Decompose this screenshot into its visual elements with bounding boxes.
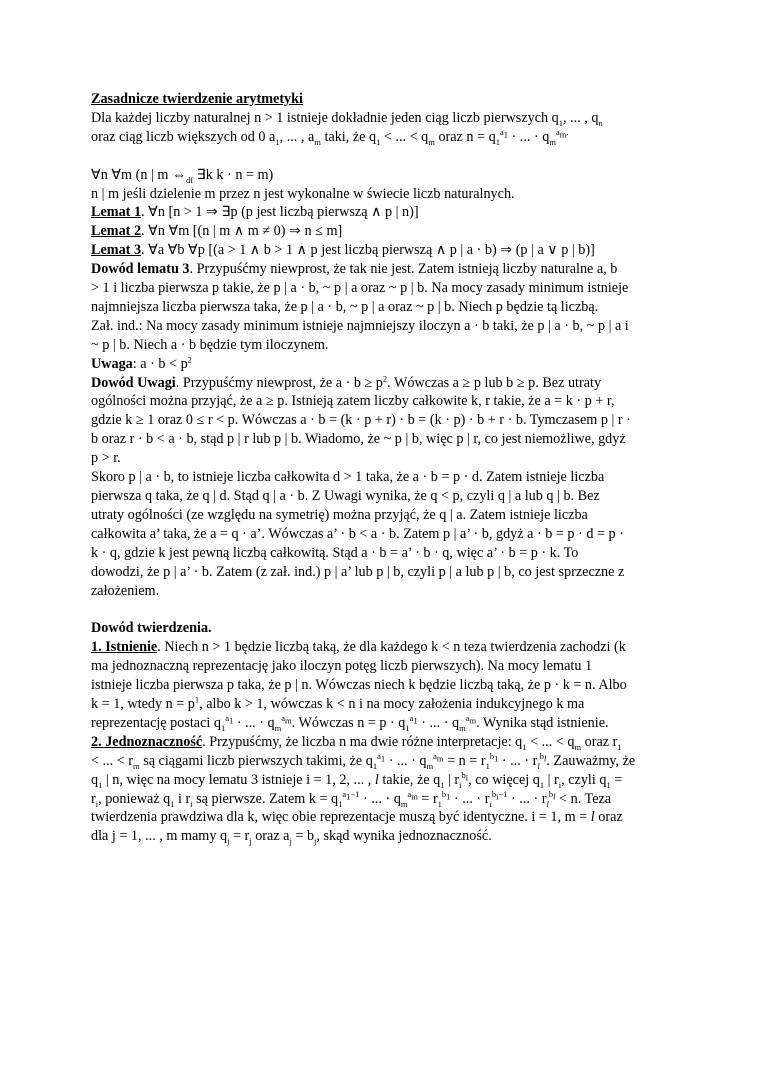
- proof-lemma-3-line-1: [91, 260, 671, 279]
- main-proof-line: pierwsza q taka, że q | d. Stąd q | a · b. Z Uwagi wynika, że q < p, czyli q | a lub q | b. Bez: [91, 488, 600, 505]
- uniqueness-label: 2. Jednoznaczność: [91, 733, 203, 750]
- main-proof-line: całkowita a’ taka, że a = q · a’. Wówczas a’ · b < a · b. Zatem p | a’ · b, gdyż a · b = p · d = p ·: [91, 525, 624, 542]
- lemma-3-label: Lemat 3: [91, 242, 142, 259]
- theorem-proof-heading: Dowód twierdzenia.: [91, 620, 212, 637]
- uniqueness-line: $r_i$, ponieważ $q_1$ i $r_i$ są pierwsze. Zatem $k = q_1^{a_1-1}$ · ... · $q_m^{a_m} = r_1^{b_1}$ · ... · $r_i^{b_i-1}$ · ... · $r_l^{b_l} < n$. Teza: [91, 788, 612, 809]
- existence-text: . Niech n > 1 będzie liczbą taką, że dla każdego k < n teza twierdzenia zachodzi (k: [157, 639, 626, 656]
- lemma-1-text: . ∀n [n > 1 ⇒ ∃p (p jest liczbą pierwszą ∧ p | n)]: [141, 204, 419, 221]
- proof-remark-line: gdzie k ≥ 1 oraz 0 ≤ r < p. Wówczas a · b = (k · p + r) · b = (k · p) · b + r · b. Tymczasem p | r ·: [91, 412, 631, 429]
- proof-remark-line: ogólności można przyjąć, że a ≥ p. Istnieją zatem liczby całkowite k, r takie, że a = k · p + r,: [91, 393, 615, 410]
- definition-text: n | m jeśli dzielenie m przez n jest wykonalne w świecie liczb naturalnych.: [91, 185, 515, 202]
- uniqueness-line: dla j = 1, ... , m mamy $q_j = r_j$ oraz $a_j = b_j$, skąd wynika jednoznaczność.: [91, 828, 492, 847]
- proof-lemma-3-label: Dowód lematu 3: [91, 261, 190, 278]
- spacer: [91, 600, 671, 619]
- main-proof-line: k · q, gdzie k jest pewną liczbą całkowitą. Stąd a · b = a’ · b · q, więc a’ · b = p · k. To: [91, 544, 579, 561]
- proof-lemma-3-line: > 1 i liczba pierwsza p takie, że p | a · b, ~ p | a oraz ~ p | b. Na mocy zasady minimum istnieje: [91, 280, 629, 297]
- lemma-3: [91, 241, 671, 260]
- proof-remark-label: Dowód Uwagi: [91, 374, 176, 391]
- lemma-2-text: . ∀n ∀m [(n | m ∧ m ≠ 0) ⇒ n ≤ m]: [141, 223, 343, 240]
- remark: Uwaga: $a \cdot b < p^2$: [91, 353, 192, 372]
- lemma-1: [91, 203, 671, 222]
- document-page: [91, 90, 671, 846]
- existence-line: reprezentację postaci $q_1^{a_1}$ · ... · $q_m^{a_m}$. Wówczas $n = p \cdot q_1^{a_1}$ · ... · $q_m^{a_m}$. Wynika stąd istnienie.: [91, 713, 609, 733]
- proof-remark-line: p > r.: [91, 450, 121, 467]
- proof-lemma-3-line: ~ p | b. Niech a · b będzie tym iloczynem.: [91, 336, 329, 353]
- main-proof-line: założeniem.: [91, 582, 160, 599]
- intro-line-1: Dla każdej liczby naturalnej n > 1 istnieje dokładnie jeden ciąg liczb pierwszych $q_1$, ... , $q_n$: [91, 109, 603, 128]
- intro-line-2: oraz ciąg liczb większych od 0 $a_1$, ... , $a_m$ taki, że $q_1$ < ... < $q_m$ oraz $n = q_1^{a_1}$ · ... · $q_m^{a_m.}$: [91, 127, 569, 147]
- lemma-2-label: Lemat 2: [91, 223, 142, 240]
- document-title: Zasadnicze twierdzenie arytmetyki: [91, 91, 303, 107]
- existence-label: 1. Istnienie: [91, 639, 158, 656]
- existence-line: ma jednoznaczną reprezentację jako iloczyn potęg liczb pierwszych). Na mocy lematu 1: [91, 658, 593, 675]
- main-proof-line: utraty ogólności (ze względu na symetrię) można przyjąć, że q | a. Zatem istnieje liczba: [91, 506, 588, 523]
- existence-line: istnieje liczba pierwsza p taka, że p | n. Wówczas niech k będzie liczbą taką, że p · k = n. Albo: [91, 677, 627, 694]
- existence-line-1: [91, 638, 671, 657]
- proof-remark-line: b oraz r · b < a · b, stąd p | r lub p | b. Wiadomo, że ~ p | b, więc p | r, co jest niemożliwe, gdyż: [91, 431, 626, 448]
- existence-line: k = 1, wtedy $n = p^1$, albo k > 1, wówczas k < n i na mocy założenia indukcyjnego k ma: [91, 694, 585, 712]
- proof-lemma-3-line: Zał. ind.: Na mocy zasady minimum istnieje najmniejszy iloczyn a · b taki, że p | a · b, ~ p | a i: [91, 317, 629, 334]
- uniqueness-line: twierdzenia prawdziwa dla k, więc obie reprezentacje muszą być identyczne. i = 1, m = l oraz: [91, 809, 623, 826]
- uniqueness-line: $q_1$ | n, więc na mocy lematu 3 istnieje i = 1, 2, ... , l takie, że $q_1$ | $r_i^{b_i}$, co więcej $q_1$ | $r_i$, czyli $q_1$ =: [91, 769, 623, 790]
- lemma-2: [91, 222, 671, 241]
- uniqueness-line: < ... < $r_m$ są ciągami liczb pierwszych takimi, że $q_1^{a_1}$ · ... · $q_m^{a_m} = n = r_1^{b_1}$ · ... · $r_l^{b_l}$. Zauważmy, że: [91, 750, 636, 771]
- main-proof-line: dowodzi, że p | a’ · b. Zatem (z zał. ind.) p | a’ lub p | b, czyli p | a lub p | b, co jest sprzeczne z: [91, 563, 625, 580]
- proof-lemma-3-line: najmniejsza liczba pierwsza taka, że p | a · b, ~ p | a oraz ~ p | b. Niech p będzie tą liczbą.: [91, 298, 599, 315]
- definition-formula: ∀n ∀m (n | m $\Leftrightarrow_{df}$ ∃k k · n = m): [91, 166, 274, 185]
- main-proof-line: Skoro p | a · b, to istnieje liczba całkowita d > 1 taka, że a · b = p · d. Zatem istnieje liczba: [91, 469, 605, 486]
- lemma-1-label: Lemat 1: [91, 204, 142, 221]
- proof-lemma-3-text: . Przypuśćmy niewprost, że tak nie jest. Zatem istnieją liczby naturalne a, b: [189, 261, 618, 278]
- remark-label: Uwaga: [91, 355, 133, 372]
- proof-remark-line-1: Dowód Uwagi. Przypuśćmy niewprost, że $a \cdot b \ge p^2$. Wówczas a ≥ p lub b ≥ p. Bez utraty: [91, 372, 602, 391]
- spacer: [91, 147, 671, 166]
- uniqueness-line-1: 2. Jednoznaczność. Przypuśćmy, że liczba n ma dwie różne interpretacje: $q_1$ < ... < $q_m$ oraz $r_1$: [91, 733, 622, 752]
- lemma-3-text: . ∀a ∀b ∀p [(a > 1 ∧ b > 1 ∧ p jest liczbą pierwszą ∧ p | a · b) ⇒ (p | a ∨ p | b)]: [141, 242, 595, 259]
